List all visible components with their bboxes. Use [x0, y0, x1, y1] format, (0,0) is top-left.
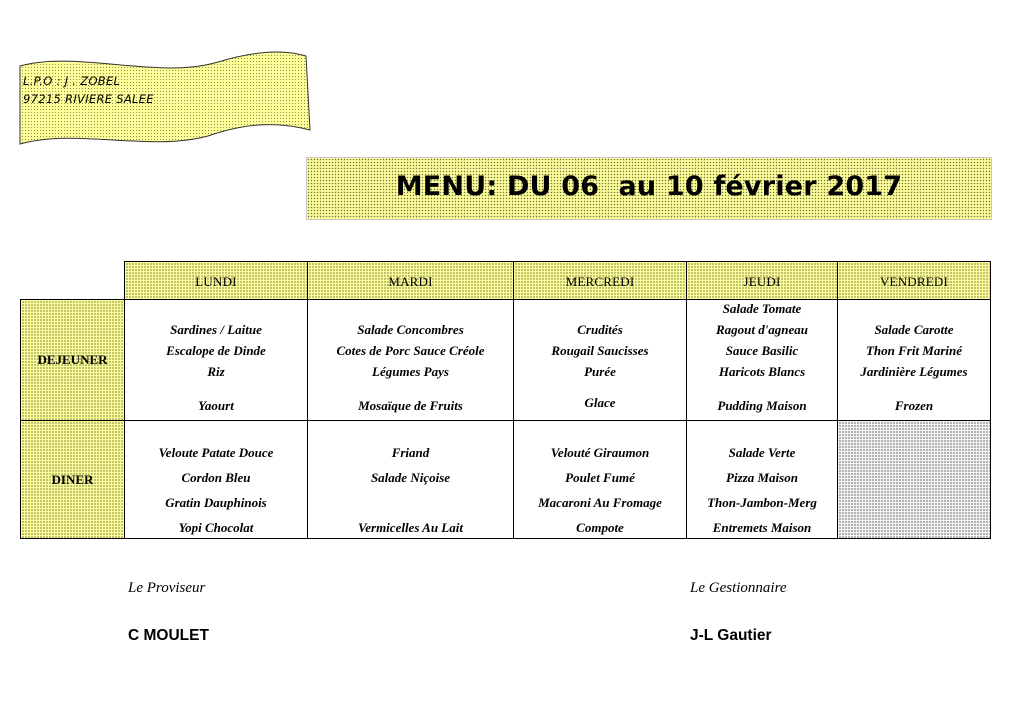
dish: Escalope de Dinde	[166, 343, 266, 358]
dish: Cordon Bleu	[181, 470, 251, 485]
day-header-jeudi: JEUDI	[687, 262, 838, 300]
school-banner	[18, 48, 314, 148]
dish: Yaourt	[198, 398, 234, 413]
signature-role-gestionnaire: Le Gestionnaire	[690, 580, 787, 596]
menu-cell-dejeuner-jeudi	[687, 300, 838, 421]
dish: Macaroni Au Fromage	[538, 495, 662, 510]
dish: Légumes Pays	[372, 364, 449, 379]
school-name: L.P.O : J . ZOBEL	[23, 74, 121, 88]
dish: Friand	[391, 445, 430, 460]
dish: Purée	[584, 364, 616, 379]
dish: Salade Carotte	[874, 322, 954, 337]
dish: Mosaïque de Fruits	[358, 398, 463, 413]
menu-table	[20, 261, 991, 539]
day-header-row	[21, 262, 991, 300]
dish: Gratin Dauphinois	[165, 495, 267, 510]
dish: Salade Tomate	[722, 301, 802, 316]
day-header-lundi: LUNDI	[125, 262, 308, 300]
dejeuner-row	[21, 300, 991, 421]
dish: Glace	[584, 395, 616, 410]
dish: Rougail Saucisses	[551, 343, 649, 358]
dish: Sauce Basilic	[725, 343, 799, 358]
school-city: 97215 RIVIERE SALEE	[23, 92, 154, 106]
menu-cell-diner-mercredi	[514, 421, 687, 539]
dish: Frozen	[894, 398, 934, 413]
menu-cell-diner-jeudi	[687, 421, 838, 539]
signature-name-gestionnaire: J-L Gautier	[690, 627, 772, 644]
day-header-vendredi: VENDREDI	[838, 262, 991, 300]
signature-name-proviseur: C MOULET	[128, 627, 209, 644]
dish: Salade Niçoise	[370, 470, 451, 485]
dish: Pizza Maison	[726, 470, 798, 485]
dish: Pudding Maison	[717, 398, 807, 413]
dish: Jardinière Légumes	[860, 364, 968, 379]
diner-row	[21, 421, 991, 539]
dish: Sardines / Laitue	[170, 322, 262, 337]
dish: Ragout d'agneau	[715, 322, 809, 337]
menu-cell-dejeuner-vendredi	[838, 300, 991, 421]
menu-cell-diner-lundi	[125, 421, 308, 539]
meal-label-diner: DINER	[21, 421, 125, 539]
dish: Vermicelles Au Lait	[358, 520, 463, 535]
menu-cell-diner-mardi	[308, 421, 514, 539]
dish: Crudités	[577, 322, 623, 337]
dish: Salade Verte	[728, 445, 796, 460]
menu-cell-dejeuner-mardi	[308, 300, 514, 421]
dish: Compote	[576, 520, 624, 535]
menu-cell-dejeuner-lundi	[125, 300, 308, 421]
dish: Poulet Fumé	[565, 470, 635, 485]
menu-cell-diner-vendredi-empty	[838, 421, 991, 539]
dish: Veloute Patate Douce	[158, 445, 274, 460]
dish: Thon-Jambon-Merg	[707, 495, 817, 510]
day-header-mardi: MARDI	[308, 262, 514, 300]
dish: Entremets Maison	[712, 520, 812, 535]
dish: Salade Concombres	[357, 322, 464, 337]
dish: Riz	[207, 364, 225, 379]
dish: Haricots Blancs	[718, 364, 806, 379]
meal-label-dejeuner: DEJEUNER	[21, 300, 125, 421]
menu-cell-dejeuner-mercredi	[514, 300, 687, 421]
dish: Yopi Chocolat	[178, 520, 254, 535]
dish: Thon Frit Mariné	[865, 343, 963, 358]
table-corner	[21, 262, 125, 300]
signature-role-proviseur: Le Proviseur	[128, 580, 206, 596]
dish: Cotes de Porc Sauce Créole	[336, 343, 485, 358]
menu-title: MENU: DU 06 au 10 février 2017	[395, 171, 903, 202]
day-header-mercredi: MERCREDI	[514, 262, 687, 300]
dish: Velouté Giraumon	[550, 445, 650, 460]
title-box	[306, 157, 992, 220]
